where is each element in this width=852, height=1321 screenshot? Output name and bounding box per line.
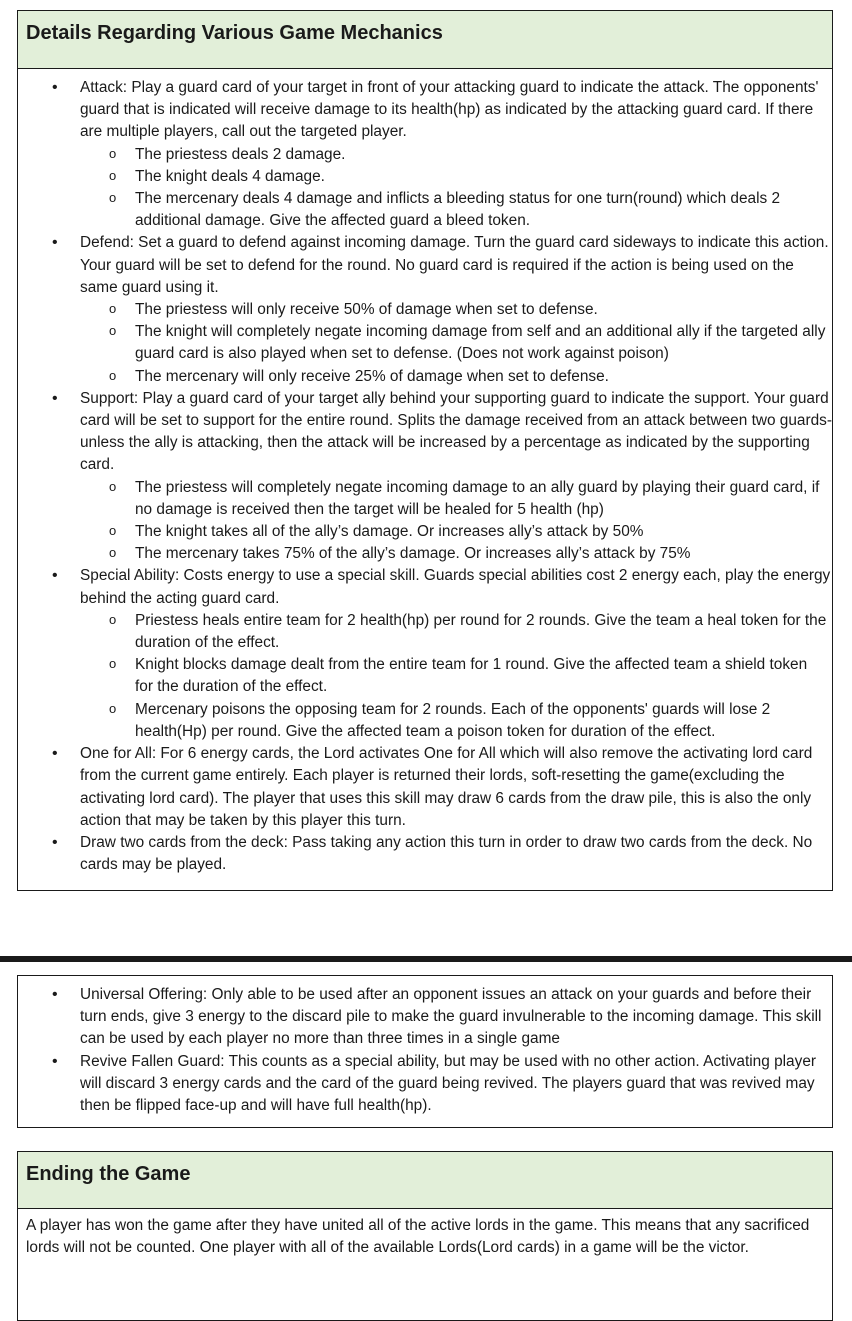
ending-title: Ending the Game: [26, 1163, 191, 1185]
mechanics-header: [18, 11, 832, 69]
list-subitem: o The knight deals 4 damage.: [18, 166, 832, 188]
page-break-rule: [0, 956, 852, 962]
ending-header: [18, 1152, 832, 1209]
mechanics-list: [18, 69, 832, 876]
list-subitem: o The mercenary deals 4 damage and inflicts a bleeding status for one turn(round) which deals 2 additional damage. Give the affected guard a bleed token.: [18, 188, 832, 232]
additional-actions-list: [18, 976, 832, 1117]
list-subitem: o The knight takes all of the ally’s damage. Or increases ally’s attack by 50%: [18, 521, 832, 543]
list-item: • Attack: Play a guard card of your target in front of your attacking guard to indicate the attack. The opponents' guard that is indicated will receive damage to its health(hp) as indicated by the attacking guard card. If there are multiple players, call out the targeted player.: [18, 77, 832, 144]
list-item: • Support: Play a guard card of your target ally behind your supporting guard to indicate the support. Your guard card will be set to support for the entire round. Splits the damage received from an attack between two guards- unless the ally is attacking, then the attack will be increased by a percentage as indicated by the supporting card.: [18, 388, 832, 477]
ending-section: [17, 1151, 833, 1321]
ending-text: A player has won the game after they have united all of the active lords in the game. This means that any sacrificed lords will not be counted. One player with all of the available Lords(Lord cards) in a game will be the victor.: [26, 1217, 810, 1257]
additional-actions-section: [17, 975, 833, 1128]
list-item: • One for All: For 6 energy cards, the Lord activates One for All which will also remove the activating lord card from the current game entirely. Each player is returned their lords, soft-resetting the game(excluding the activating lord card). The player that uses this skill may draw 6 cards from the draw pile, this is also the only action that may be taken by this player this turn.: [18, 743, 832, 832]
mechanics-section: [17, 10, 833, 891]
list-subitem: o The priestess will completely negate incoming damage to an ally guard by playing their guard card, if no damage is received then the target will be healed for 5 health (hp): [18, 477, 832, 521]
list-item: • Draw two cards from the deck: Pass taking any action this turn in order to draw two cards from the deck. No cards may be played.: [18, 832, 832, 876]
list-subitem: o The priestess deals 2 damage.: [18, 144, 832, 166]
list-subitem: o The knight will completely negate incoming damage from self and an additional ally if the targeted ally guard card is also played when set to defense. (Does not work against poison): [18, 321, 832, 365]
mechanics-title: Details Regarding Various Game Mechanics: [26, 22, 443, 44]
list-item: • Revive Fallen Guard: This counts as a special ability, but may be used with no other action. Activating player will discard 3 energy cards and the card of the guard being revived. The players guard that was revived may then be flipped face-up and will have full health(hp).: [18, 1051, 832, 1118]
list-subitem: o The mercenary takes 75% of the ally’s damage. Or increases ally’s attack by 75%: [18, 543, 832, 565]
list-item: • Defend: Set a guard to defend against incoming damage. Turn the guard card sideways to indicate this action. Your guard will be set to defend for the round. No guard card is required if the action is being used on the same guard using it.: [18, 232, 832, 299]
list-subitem: o The mercenary will only receive 25% of damage when set to defense.: [18, 366, 832, 388]
list-subitem: o Mercenary poisons the opposing team for 2 rounds. Each of the opponents' guards will lose 2 health(Hp) per round. Give the affected team a poison token for duration of the effect.: [18, 699, 832, 743]
ending-body: [18, 1209, 832, 1259]
list-subitem: o Knight blocks damage dealt from the entire team for 1 round. Give the affected team a shield token for the duration of the effect.: [18, 654, 832, 698]
list-item: • Special Ability: Costs energy to use a special skill. Guards special abilities cost 2 energy each, play the energy behind the acting guard card.: [18, 565, 832, 609]
list-subitem: o Priestess heals entire team for 2 health(hp) per round for 2 rounds. Give the team a heal token for the duration of the effect.: [18, 610, 832, 654]
list-subitem: o The priestess will only receive 50% of damage when set to defense.: [18, 299, 832, 321]
list-item: • Universal Offering: Only able to be used after an opponent issues an attack on your guards and before their turn ends, give 3 energy to the discard pile to make the guard invulnerable to the incoming damage. This skill can be used by each player no more than three times in a single game: [18, 984, 832, 1051]
